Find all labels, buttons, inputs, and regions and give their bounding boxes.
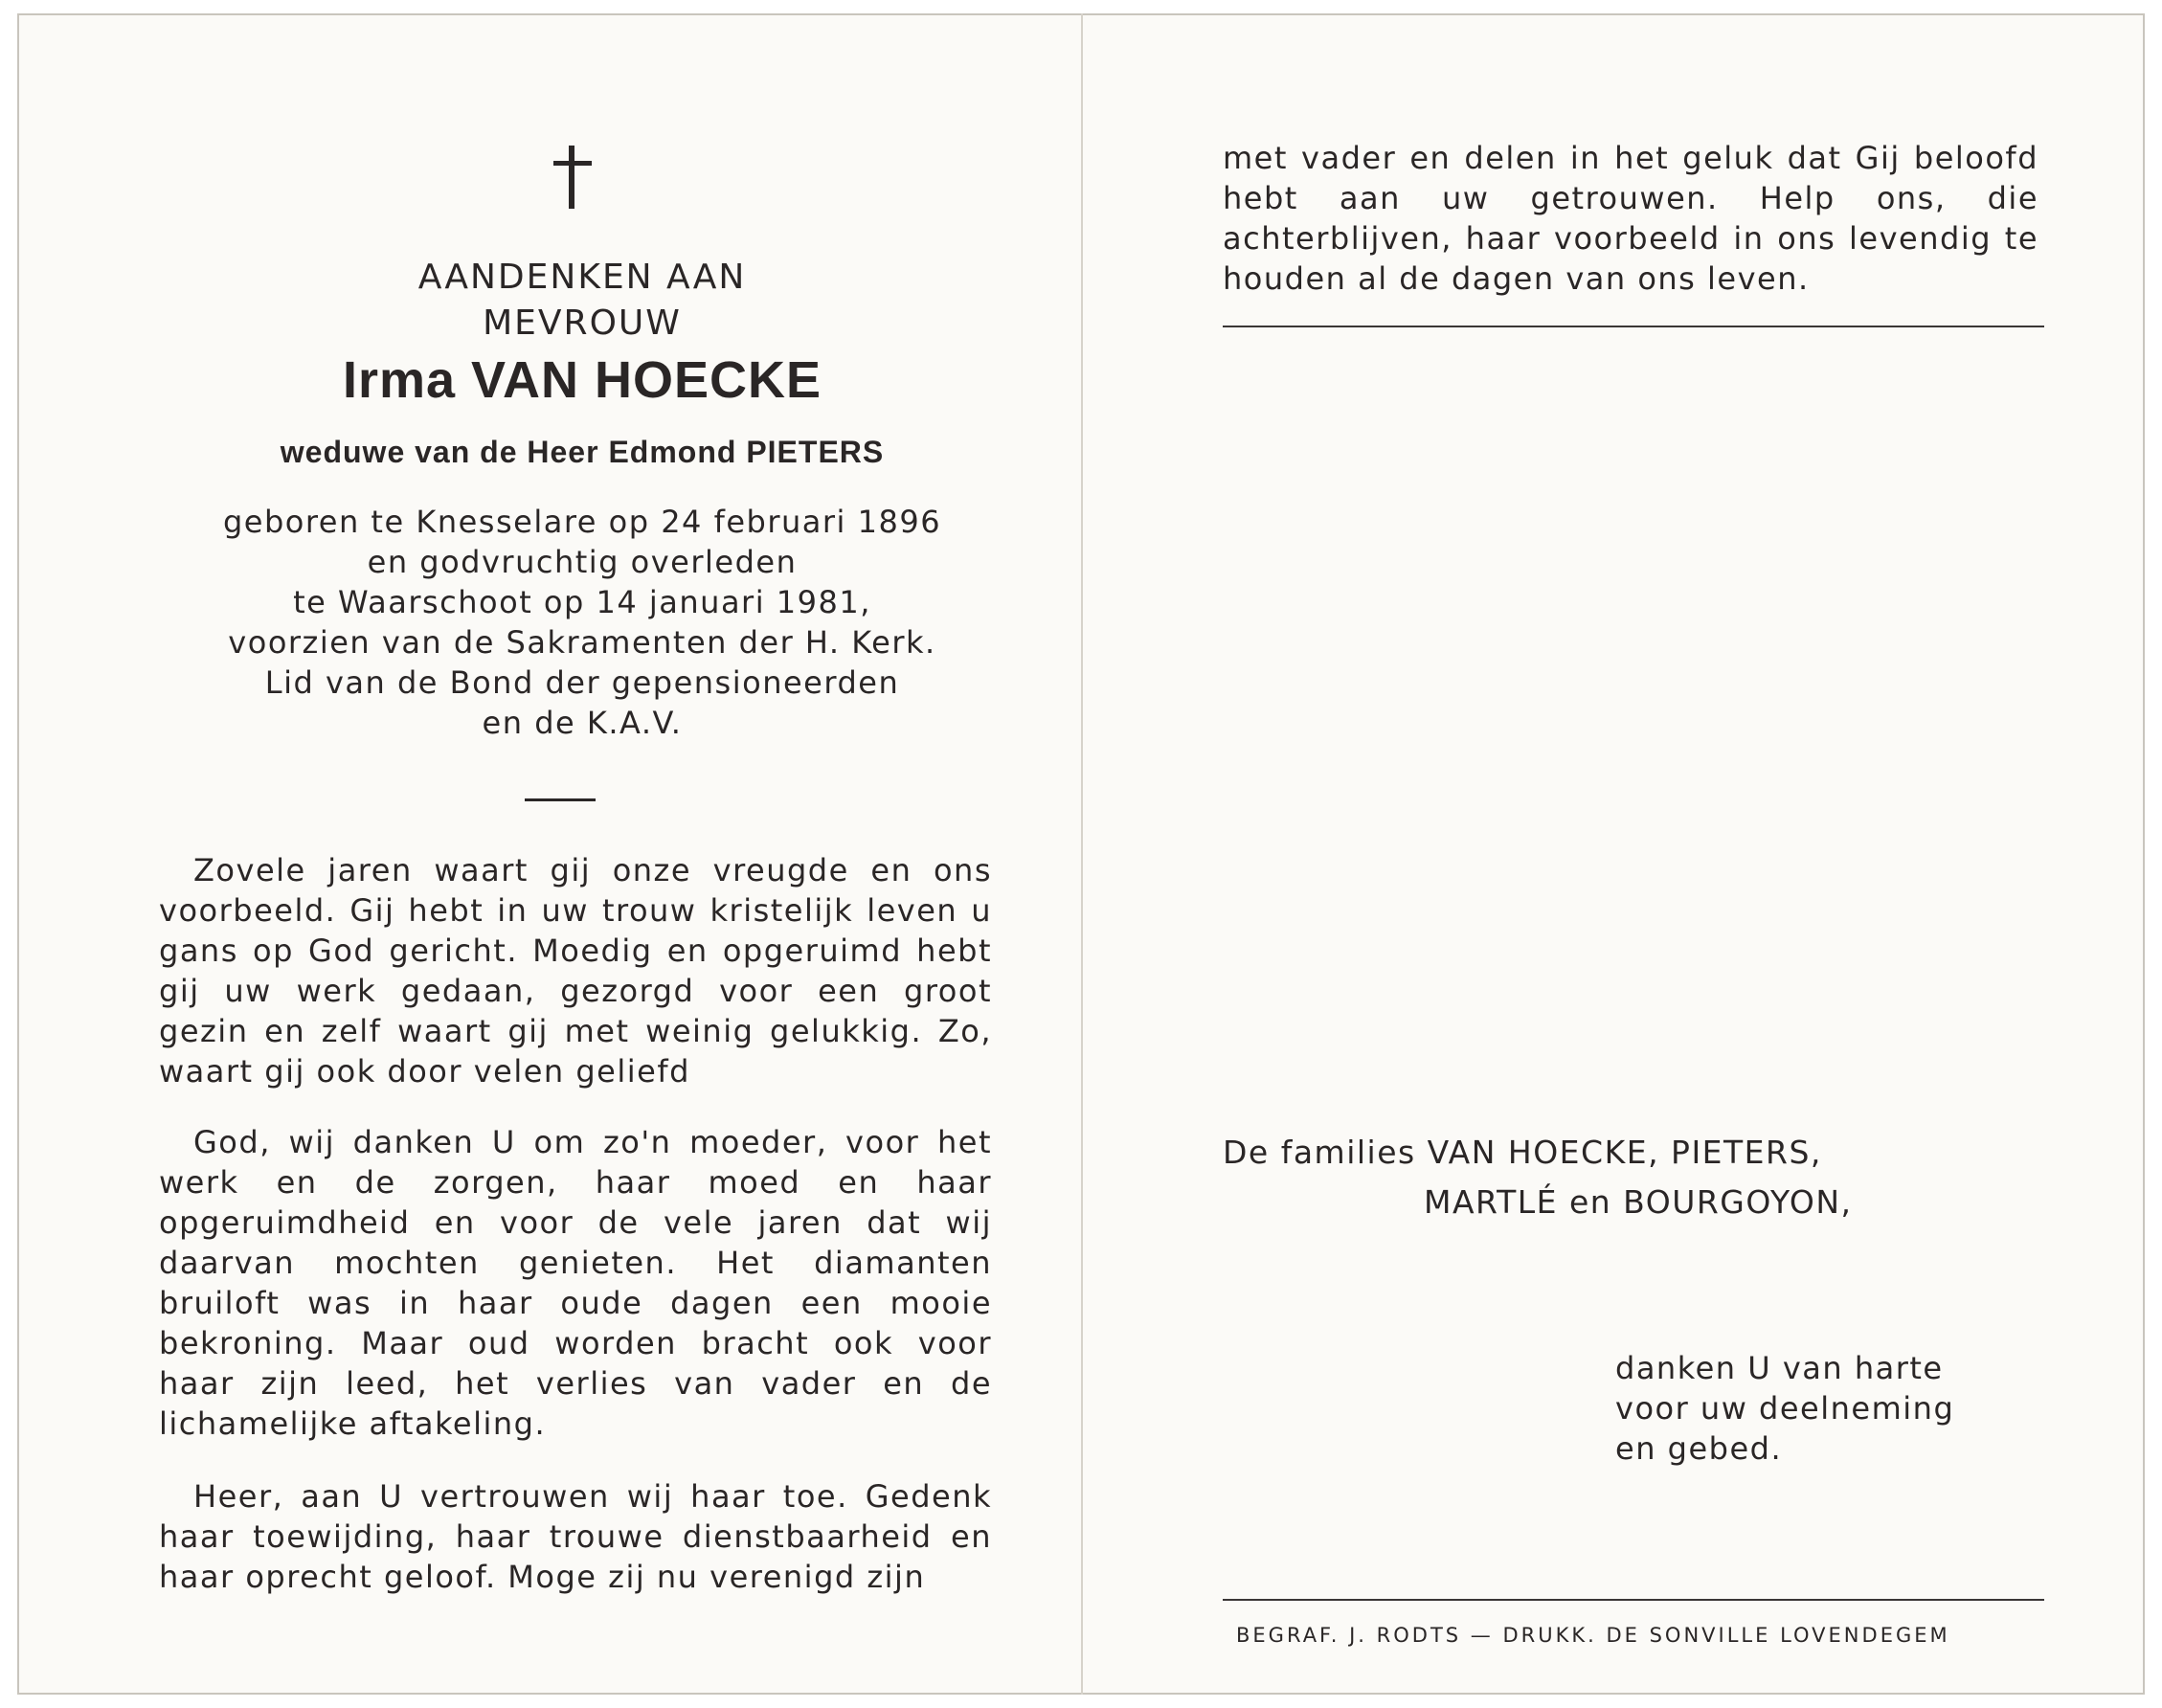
bio-line: te Waarschoot op 14 januari 1981,	[293, 584, 871, 620]
deceased-name: Irma VAN HOECKE	[342, 351, 822, 409]
paragraph-text: Heer, aan U vertrouwen wij haar toe. Gedenk haar toewijding, haar trouwe dienstbaarheid en haar oprecht geloof. Moge zij nu verenigd zijn	[159, 1478, 992, 1595]
families	[1223, 1128, 1989, 1227]
thanks-line: danken U van harte	[1615, 1350, 1944, 1386]
right-page	[1083, 13, 2145, 1695]
bio-line: Lid van de Bond der gepensioneerden	[264, 664, 900, 701]
divider-bottom	[1223, 1599, 2044, 1601]
paragraph-3	[159, 1476, 992, 1597]
paragraph-text: God, wij danken U om zo'n moeder, voor het werk en de zorgen, haar moed en haar opgeruimdheid en voor de vele jaren dat wij daarvan mochten genieten. Het diamanten bruiloft was in haar oude dagen een mooie bekroning. Maar oud worden bracht ook voor haar zijn leed, het verlies van vader en de lichamelijke aftakeling.	[159, 1124, 992, 1442]
families-line-1: De families VAN HOECKE, PIETERS,	[1223, 1134, 1822, 1171]
thanks-line: voor uw deelneming	[1615, 1390, 1955, 1427]
left-page	[17, 13, 1081, 1695]
bio-line: en de K.A.V.	[482, 705, 683, 741]
bio-line: geboren te Knesselare op 24 februari 1896	[222, 504, 942, 540]
bio-line: voorzien van de Sakramenten der H. Kerk.	[228, 624, 936, 661]
heading-line-1: AANDENKEN AAN	[417, 258, 747, 297]
biography	[161, 502, 1003, 743]
paragraph-1	[159, 850, 992, 1091]
thanks-line: en gebed.	[1615, 1430, 1783, 1467]
printer-credit: BEGRAF. J. RODTS — DRUKK. DE SONVILLE LOVENDEGEM	[1236, 1624, 1950, 1647]
cross-icon	[546, 146, 599, 209]
divider-top	[1223, 326, 2044, 327]
widow-of: weduwe van de Heer Edmond PIETERS	[280, 435, 885, 469]
continuation-text: met vader en delen in het geluk dat Gij beloofd hebt aan uw getrouwen. Help ons, die achterblijven, haar voorbeeld in ons levendig te houden al de dagen van ons leven.	[1223, 140, 2038, 297]
paragraph-2	[159, 1122, 992, 1444]
paragraph-text: Zovele jaren waart gij onze vreugde en ons voorbeeld. Gij hebt in uw trouw kristelijk leven u gans op God gericht. Moedig en opgeruimd hebt gij uw werk gedaan, gezorgd voor een groot gezin en zelf waart gij met weinig gelukkig. Zo, waart gij ook door velen geliefd	[159, 852, 992, 1090]
families-line-2: MARTLÉ en BOURGOYON,	[1424, 1183, 1853, 1221]
heading-line-2: MEVROUW	[483, 303, 682, 343]
divider	[525, 798, 596, 801]
memorial-heading	[161, 255, 1003, 347]
bio-line: en godvruchtig overleden	[367, 544, 798, 580]
thanks	[1615, 1348, 2017, 1469]
